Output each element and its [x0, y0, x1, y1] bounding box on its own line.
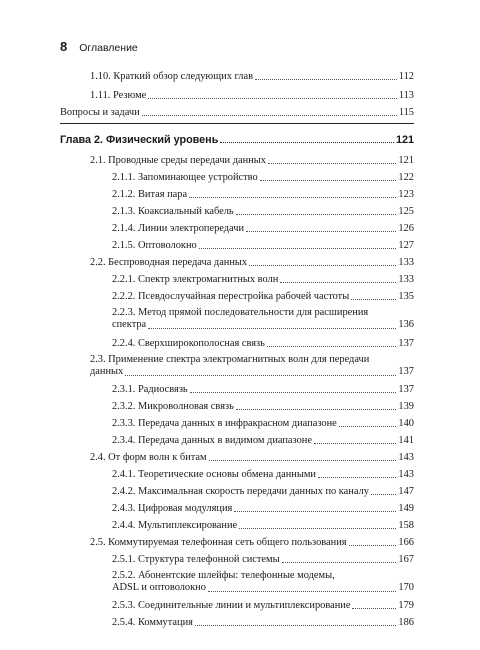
dot-leader: [249, 264, 396, 266]
toc-entry: 2.5.2. Абонентские шлейфы: телефонные модемы, ADSL и оптоволокно 170: [112, 570, 414, 594]
dot-leader: [195, 624, 396, 626]
toc-entry: 2.5.1. Структура телефонной системы 167: [112, 554, 414, 565]
dot-leader: [125, 374, 396, 376]
toc-entry: 2.1.5. Оптоволокно 127: [112, 240, 414, 251]
toc-page-number: 127: [398, 240, 414, 251]
toc-page-number: 126: [398, 223, 414, 234]
dot-leader: [260, 179, 397, 181]
toc-page-number: 137: [398, 338, 414, 349]
toc-page-number: 121: [395, 134, 414, 146]
toc-entry: 2.3.4. Передача данных в видимом диапазоне 141: [112, 435, 414, 446]
toc-page-number: 139: [398, 401, 414, 412]
toc-entry: 2.2.2. Псевдослучайная перестройка рабочей частоты 135: [112, 291, 414, 302]
dot-leader: [314, 442, 396, 444]
dot-leader: [349, 544, 397, 546]
toc-page-number: 179: [398, 600, 414, 611]
toc-page-number: 137: [398, 384, 414, 395]
dot-leader: [280, 281, 396, 283]
dot-leader: [246, 230, 396, 232]
toc-entry: 2.4.1. Теоретические основы обмена данными 143: [112, 469, 414, 480]
toc-page-number: 158: [398, 520, 414, 531]
toc-page-number: 149: [398, 503, 414, 514]
toc-page-number: 123: [398, 189, 414, 200]
toc-entry: 2.2. Беспроводная передача данных 133: [90, 257, 414, 268]
page-number: 8: [60, 39, 68, 54]
toc-page-number: 112: [398, 71, 414, 82]
toc-page-number: 186: [398, 617, 414, 628]
toc-page-number: 141: [398, 435, 414, 446]
dot-leader: [208, 590, 396, 592]
toc-entry: 2.5.3. Соединительные линии и мультиплексирование 179: [112, 600, 414, 611]
toc-entry: 2.1. Проводные среды передачи данных 121: [90, 155, 414, 166]
toc-entry: 1.10. Краткий обзор следующих глав 112: [90, 71, 414, 82]
toc-page-number: 143: [398, 469, 414, 480]
toc-page-number: 115: [398, 107, 414, 118]
dot-leader: [199, 247, 397, 249]
toc-entry: 2.5.4. Коммутация 186: [112, 617, 414, 628]
toc-page-number: 137: [398, 366, 414, 378]
toc-page-number: 122: [398, 172, 414, 183]
dot-leader: [236, 213, 397, 215]
dot-leader: [220, 141, 394, 143]
dot-leader: [282, 561, 397, 563]
toc-chapter-entry: Глава 2. Физический уровень 121: [60, 134, 414, 146]
toc-page-number: 140: [398, 418, 414, 429]
dot-leader: [318, 476, 396, 478]
toc-page-number: 170: [398, 582, 414, 594]
dot-leader: [234, 510, 396, 512]
dot-leader: [189, 196, 396, 198]
section-divider: [60, 123, 414, 124]
dot-leader: [339, 425, 397, 427]
toc-page-number: 166: [398, 537, 414, 548]
toc-entry: 2.1.2. Витая пара 123: [112, 189, 414, 200]
running-title: Оглавление: [79, 42, 138, 54]
toc-page-number: 136: [398, 319, 414, 331]
toc-entry: 2.1.1. Запоминающее устройство 122: [112, 172, 414, 183]
toc-entry: 2.3.3. Передача данных в инфракрасном диапазоне 140: [112, 418, 414, 429]
toc-entry-questions: Вопросы и задачи 115: [60, 107, 414, 118]
toc-entry: 2.4.4. Мультиплексирование 158: [112, 520, 414, 531]
dot-leader: [268, 162, 397, 164]
dot-leader: [351, 298, 396, 300]
dot-leader: [190, 391, 397, 393]
dot-leader: [142, 114, 397, 116]
dot-leader: [148, 327, 396, 329]
toc-entry: 2.4.2. Максимальная скорость передачи данных по каналу 147: [112, 486, 414, 497]
toc-entry: 2.5. Коммутируемая телефонная сеть общего пользования 166: [90, 537, 414, 548]
toc-entry: 2.2.3. Метод прямой последовательности для расширения спектра 136: [112, 307, 414, 331]
dot-leader: [352, 607, 396, 609]
toc-page-number: 121: [398, 155, 414, 166]
toc-entry: 2.1.3. Коаксиальный кабель 125: [112, 206, 414, 217]
toc-entry: 2.2.4. Сверхширокополосная связь 137: [112, 338, 414, 349]
toc-page-number: 113: [398, 90, 414, 101]
toc-page-number: 167: [398, 554, 414, 565]
toc-entry: 2.3.1. Радиосвязь 137: [112, 384, 414, 395]
dot-leader: [148, 97, 397, 99]
toc-entry: 1.11. Резюме 113: [90, 90, 414, 101]
toc-page-number: 125: [398, 206, 414, 217]
dot-leader: [267, 345, 397, 347]
toc-entry: 2.3. Применение спектра электромагнитных волн для передачи данных 137: [90, 354, 414, 378]
page-header: [60, 39, 138, 54]
toc-entry: 2.4.3. Цифровая модуляция 149: [112, 503, 414, 514]
dot-leader: [239, 527, 396, 529]
dot-leader: [371, 493, 396, 495]
dot-leader: [236, 408, 397, 410]
toc-page-number: 147: [398, 486, 414, 497]
toc-page-number: 135: [398, 291, 414, 302]
dot-leader: [209, 459, 397, 461]
toc-page-number: 143: [398, 452, 414, 463]
toc-page-number: 133: [398, 257, 414, 268]
toc-entry: 2.3.2. Микроволновая связь 139: [112, 401, 414, 412]
toc-entry: 2.2.1. Спектр электромагнитных волн 133: [112, 274, 414, 285]
toc-page-number: 133: [398, 274, 414, 285]
dot-leader: [255, 78, 397, 80]
toc-entry: 2.4. От форм волн к битам 143: [90, 452, 414, 463]
toc-entry: 2.1.4. Линии электропередачи 126: [112, 223, 414, 234]
